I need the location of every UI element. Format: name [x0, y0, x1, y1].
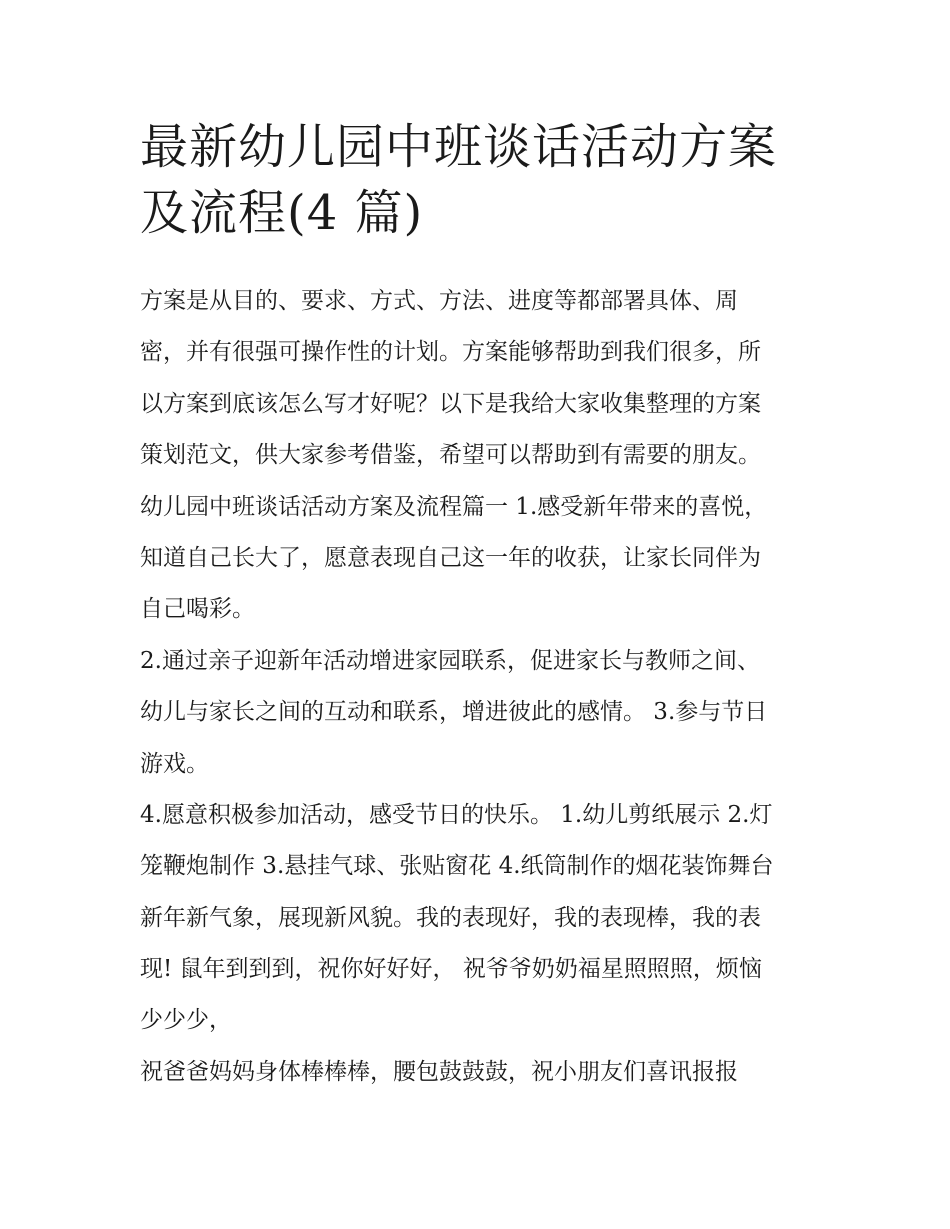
body-line: 密，并有很强可操作性的计划。方案能够帮助到我们很多，所 — [140, 339, 761, 366]
body-line: 策划范文，供大家参考借鉴，希望可以帮助到有需要的朋友。 — [140, 442, 761, 469]
body-line: 现! 鼠年到到到，祝你好好好， 祝爷爷奶奶福星照照照，烦恼 — [140, 956, 762, 983]
title-line-1: 最新幼儿园中班谈话活动方案 — [140, 119, 778, 175]
body-line: 以方案到底该怎么写才好呢？以下是我给大家收集整理的方案 — [140, 390, 761, 417]
body-line: 幼儿与家长之间的互动和联系，增进彼此的感情。 3.参与节日 — [140, 699, 768, 726]
body-line: 祝爸爸妈妈身体棒棒棒，腰包鼓鼓鼓，祝小朋友们喜讯报报 — [140, 1058, 738, 1085]
body-line: 幼儿园中班谈话活动方案及流程篇一 1.感受新年带来的喜悦， — [140, 493, 768, 520]
body-line: 新年新气象，展现新风貌。我的表现好，我的表现棒，我的表 — [140, 904, 761, 931]
body-text — [140, 276, 820, 1098]
body-line: 方案是从目的、要求、方式、方法、进度等都部署具体、周 — [140, 288, 738, 314]
body-line: 知道自己长大了，愿意表现自己这一年的收获，让家长同伴为 — [140, 544, 761, 571]
body-line: 少少少， — [140, 1007, 232, 1034]
document-title — [140, 114, 820, 246]
title-line-2: 及流程(4 篇) — [140, 185, 424, 241]
body-line: 2.通过亲子迎新年活动增进家园联系，促进家长与教师之间、 — [140, 647, 760, 674]
body-line: 4.愿意积极参加活动，感受节日的快乐。 1.幼儿剪纸展示 2.灯 — [140, 801, 773, 828]
body-line: 自己喝彩。 — [140, 596, 255, 623]
body-line: 笼鞭炮制作 3.悬挂气球、张贴窗花 4.纸筒制作的烟花装饰舞台 — [140, 853, 774, 880]
body-line: 游戏。 — [140, 750, 209, 777]
